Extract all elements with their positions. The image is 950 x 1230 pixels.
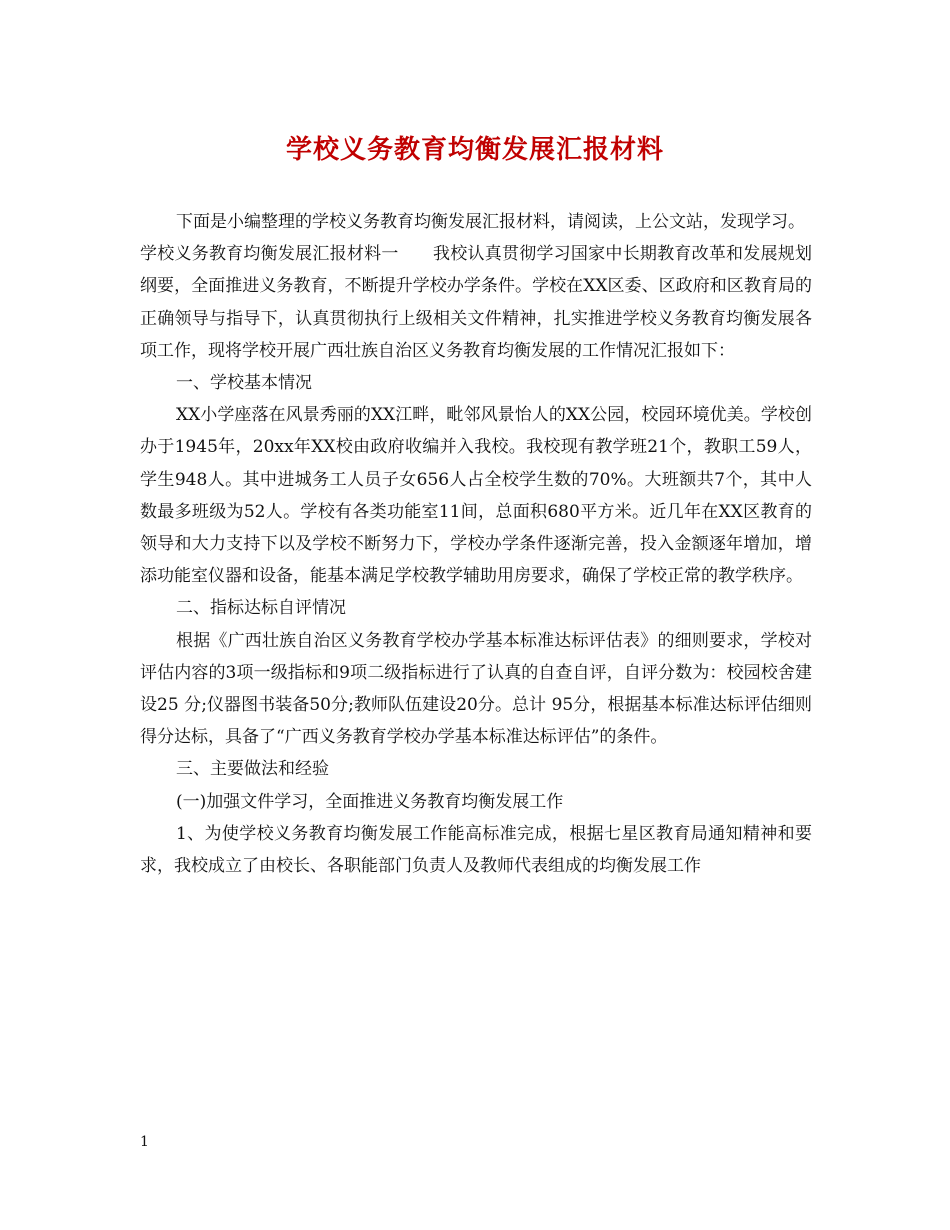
- document-body: [140, 206, 812, 882]
- subsection-heading-document-study: (一)加强文件学习，全面推进义务教育均衡发展工作: [176, 791, 564, 812]
- paragraph-report-opening: 学校义务教育均衡发展汇报材料一 我校认真贯彻学习国家中长期教育改革和发展规划纲要，全面推进义务教育，不断提升学校办学条件。学校在XX区委、区政府和区教育局的正确领导与指导下，认真贯彻执行上级相关文件精神，扎实推进学校义务教育均衡发展各项工作，现将学校开展广西壮族自治区义务教育均衡发展的工作情况汇报如下：: [140, 244, 812, 361]
- paragraph-self-evaluation: 根据《广西壮族自治区义务教育学校办学基本标准达标评估表》的细则要求，学校对评估内容的3项一级指标和9项二级指标进行了认真的自查自评，自评分数为：校园校舍建设25 分;仪器图书装备50分;教师队伍建设20分。总计 95分，根据基本标准达标评估细则得分达标，具备了“广西义务教育学校办学基本标准达标评估”的条件。: [140, 630, 812, 748]
- paragraph-document-study: 1、为使学校义务教育均衡发展工作能高标准完成，根据七星区教育局通知精神和要求，我校成立了由校长、各职能部门负责人及教师代表组成的均衡发展工作: [140, 823, 812, 877]
- section-heading-self-evaluation: 二、指标达标自评情况: [176, 598, 346, 619]
- page-number: 1: [140, 1134, 149, 1150]
- paragraph-intro: 下面是小编整理的学校义务教育均衡发展汇报材料，请阅读，上公文站，发现学习。: [176, 212, 805, 232]
- paragraph-basic-info: XX小学座落在风景秀丽的XX江畔，毗邻风景怡人的XX公园，校园环境优美。学校创办于1945年，20xx年XX校由政府收编并入我校。我校现有教学班21个，教职工59人，学生948人。其中进城务工人员子女656人占全校学生数的70%。大班额共7个，其中人数最多班级为52人。学校有各类功能室11间，总面积680平方米。近几年在XX区教育的领导和大力支持下以及学校不断努力下，学校办学条件逐渐完善，投入金额逐年增加，增添功能室仪器和设备，能基本满足学校教学辅助用房要求，确保了学校正常的教学秩序。: [140, 405, 812, 587]
- section-heading-basic-info: 一、学校基本情况: [176, 373, 312, 394]
- section-heading-practices: 三、主要做法和经验: [176, 759, 329, 780]
- document-title: 学校义务教育均衡发展汇报材料: [285, 135, 664, 165]
